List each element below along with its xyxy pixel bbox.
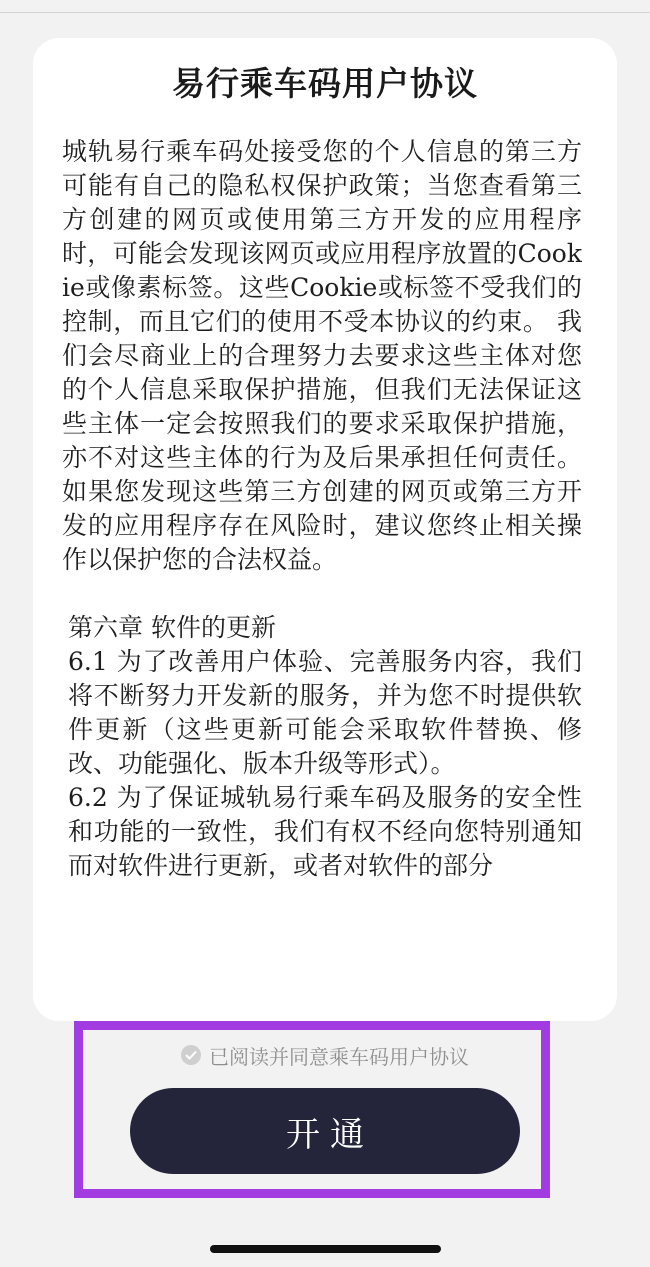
agreement-title: 易行乘车码用户协议 [172, 64, 478, 103]
agreement-paragraph: 城轨易行乘车码处接受您的个人信息的第三方可能有自己的隐私权保护政策；当您查看第三方创建的网页或使用第三方开发的应用程序时，可能会发现该网页或应用程序放置的Cookie或像素标签。这些Cookie或标签不受我们的控制，而且它们的使用不受本协议的约束。 我们会尽商业上的合理努力去要求这些主体对您的个人信息采取保护措施，但我们无法保证这些主体一定会按照我们的要求采取保护措施，亦不对这些主体的行为及后果承担任何责任。如果您发现这些第三方创建的网页或第三方开发的应用程序存在风险时，建议您终止相关操作以保护您的合法权益。 [62, 137, 582, 574]
consent-row[interactable] [0, 1040, 650, 1070]
check-circle-icon[interactable] [181, 1045, 201, 1065]
agreement-paragraph: 6.1 为了改善用户体验、完善服务内容，我们将不断努力开发新的服务，并为您不时提供软件更新（这些更新可能会采取软件替换、修改、功能强化、版本升级等形式）。 [68, 647, 582, 778]
home-indicator [210, 1245, 441, 1253]
activate-button[interactable]: 开通 [130, 1088, 520, 1174]
agreement-card [33, 38, 617, 1021]
top-divider [0, 12, 650, 13]
agreement-paragraph: 6.2 为了保证城轨易行乘车码及服务的安全性和功能的一致性，我们有权不经向您特别通知而对软件进行更新，或者对软件的部分 [68, 783, 582, 880]
chapter-heading: 第六章 软件的更新 [68, 613, 276, 642]
agreement-scroll-area[interactable] [62, 135, 582, 993]
consent-label[interactable]: 已阅读并同意乘车码用户协议 [209, 1044, 469, 1069]
